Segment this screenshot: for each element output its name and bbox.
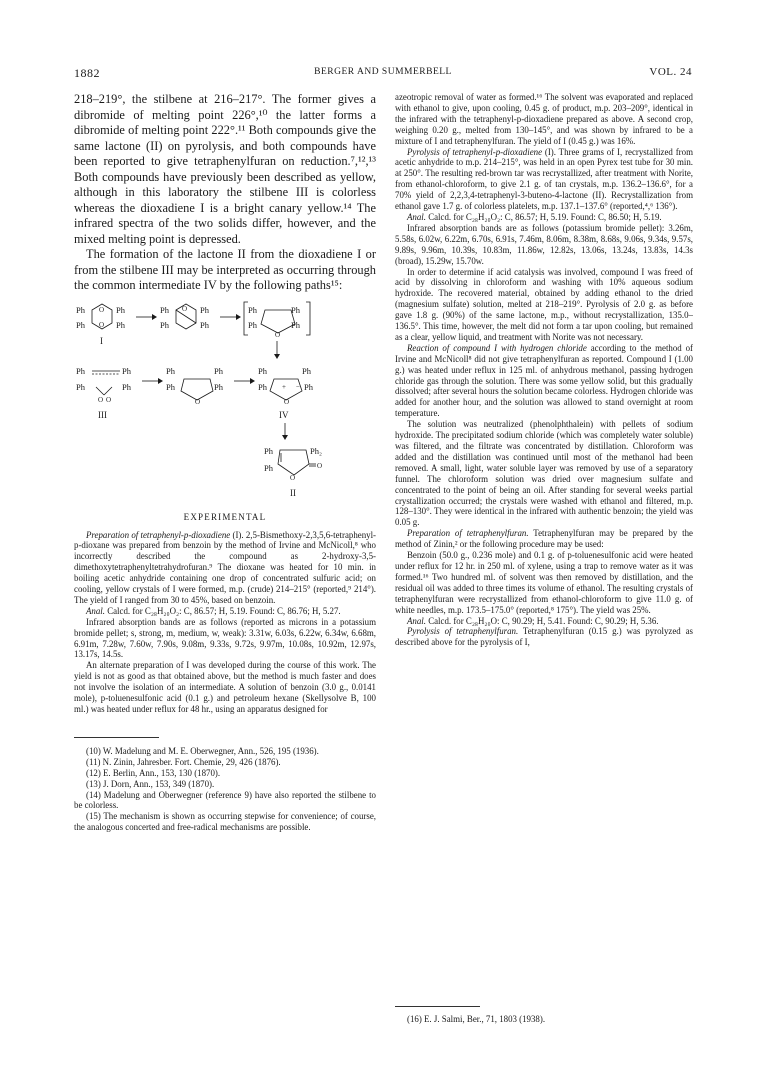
- section-heading-experimental: EXPERIMENTAL: [183, 511, 267, 522]
- footnote-16: (16) E. J. Salmi, Ber., 71, 1803 (1938).: [407, 1014, 546, 1024]
- footnote-11: (11) N. Zinin, Jahresber. Fort. Chemie, 29, 426 (1876).: [86, 756, 281, 767]
- arrow-head: [158, 378, 163, 384]
- epoxide-intermediate: [166, 366, 224, 406]
- o-label: O: [284, 397, 290, 406]
- ph2-label: Ph₂: [310, 445, 322, 456]
- anal-text: Calcd. for C₂₈H₂₀O₂: C, 86.57; H, 5.19. Found: C, 86.76; H, 5.27.: [104, 605, 341, 616]
- o-label: O: [195, 397, 201, 406]
- prep-I-text: (I). 2,5-Bismethoxy-2,3,5,6-tetraphenyl-p-dioxane was prepared from benzoin by the method of Irvine and McNicoll,⁸ who incorrectly described the compound as 2-hydroxy-3,5-dimethoxytetraphenyltetrahydrofuran.⁹ The dioxane was heated for 10 min. in boiling acetic anhydride containing one drop of concentrated sulfuric acid; on cooling, yellow crystals of I were formed, m.p. (crude) 214–215° (reported,⁹ 214°). The yield of I ranged from 30 to 45%, based on benzoin.: [74, 529, 376, 605]
- prep-I-title: Preparation of tetraphenyl-p-dioxadiene: [86, 529, 231, 540]
- ph-label: Ph: [248, 304, 257, 315]
- ph-label: Ph: [76, 365, 85, 376]
- ph-label: Ph: [304, 381, 313, 392]
- o-label: O: [182, 304, 188, 313]
- neutralization-paragraph: The solution was neutralized (phenolphthalein) with pellets of sodium hydroxide. The precipitated sodium chloride (which was completely water soluble) was filtered, and the filtrate was concentrated by distillation. Chloroform was added and the distillation was continued until most of the methanol had been removed. A small, light, water soluble layer was removed by use of a separatory funnel. The chloroform solution was dried over magnesium sulfate and concentrated to the point of being an oil. After standing for several weeks partial crystallization occurred; the crystals were washed with ethanol and filtered, m.p. 128–130°. They were identical in the infrared with authentic benzoin; the yield was 0.05 g.: [395, 419, 693, 528]
- label-I: I: [100, 335, 103, 346]
- footnote-10: (10) W. Madelung and M. E. Oberwegner, Ann., 526, 195 (1936).: [86, 745, 319, 756]
- ph-label: Ph: [116, 304, 125, 315]
- anal-2: [395, 212, 693, 223]
- prep-furan-text: Tetraphenylfuran may be prepared by the method of Zinin,² or the following procedure may be used:: [395, 528, 693, 550]
- reaction-scheme: [74, 299, 376, 504]
- compound-III: [76, 366, 132, 420]
- arrow-head: [152, 314, 157, 320]
- reaction-scheme-drawing: [74, 299, 376, 504]
- o-label: O: [99, 305, 105, 314]
- prep-I-paragraph: [74, 530, 376, 606]
- bond: [96, 387, 104, 395]
- plus-charge: +: [282, 382, 286, 391]
- left-column: [74, 92, 376, 833]
- volume-label: VOL. 24: [649, 66, 692, 78]
- label-II: II: [290, 487, 296, 498]
- prep-furan-title: Preparation of tetraphenylfuran.: [407, 528, 529, 539]
- anal-label: Anal.: [407, 211, 426, 222]
- compound-IV: [258, 366, 314, 420]
- pyrolysis-furan-text: Tetraphenylfuran (0.15 g.) was pyrolyzed as described above for the pyrolysis of I,: [395, 626, 693, 648]
- alternate-prep-paragraph: An alternate preparation of I was developed during the course of this work. The yield is not as good as that obtained above, but the method is much faster and does not involve the isolation of an intermediate. A solution of benzoin (3.0 g., 0.0141 mole), p-toluenesulfonic acid (0.1 g.) and petroleum hexane (Skellysolve B, 100 ml.) was heated under reflux for 48 hr., using an apparatus designed for: [74, 660, 376, 714]
- hcl-reaction-text: according to the method of Irvine and McNicoll⁸ did not give tetraphenylfuran as reported. Compound I (1.00 g.) was heated under reflux in 125 ml. of anhydrous methanol, passing hydrogen chloride gas through the solution. There was some yellow solid, but this gradually dissolved; after several hours the solution became colorless. Hydrogen chloride was added for another hour, and the solution was allowed to stand overnight at room temperature.: [395, 342, 694, 419]
- right-column: [395, 92, 693, 648]
- ph-label: Ph: [258, 365, 267, 376]
- running-head: BERGER AND SUMMERBELL: [314, 67, 452, 77]
- intro-paragraph-1: 218–219°, the stilbene at 216–217°. The former gives a dibromide of melting point 226°,¹⁰ the latter forms a dibromide of melting point 222°.¹¹ Both compounds give the same lactone (II) on pyrolysis, and both compounds have been reported to give tetraphenylfuran on reduction.⁷,¹²,¹³ Both compounds have previously been described as yellow, although in this laboratory the stilbene III is colorless whereas the dioxadiene I is a bright canary yellow.¹⁴ The infrared spectra of the two solids differ, however, and the mixed melting point is depressed.: [74, 92, 376, 246]
- o-label: O: [98, 395, 104, 404]
- ph-label: Ph: [200, 319, 209, 330]
- label-III: III: [98, 409, 107, 420]
- benzoin-paragraph: Benzoin (50.0 g., 0.236 mole) and 0.1 g. of p-toluenesulfonic acid were heated under reflux for 12 hr. in 250 ml. of xylene, using a trap to remove water as it was formed.¹⁶ Two hundred ml. of solvent was then removed by distillation, and the residual oil was added to three times its volume of ethanol. The resulting crystals of tetraphenylfuran were recrystallized from ethanol-chloroform to give 11.0 g. of white needles, m.p. 173.5–175.0° (reported,⁸ 175°). The yield was 25%.: [395, 550, 693, 615]
- intro-paragraph-2: The formation of the lactone II from the dioxadiene I or from the stilbene III may be interpreted as occurring through the common intermediate IV by the following paths¹⁵:: [74, 247, 376, 292]
- ph-label: Ph: [258, 381, 267, 392]
- acid-catalysis-paragraph: In order to determine if acid catalysis was involved, compound I was freed of acid by dissolving in chloroform and washing with 10% aqueous sodium hydroxide. The recovered material, obtained by adding ethanol to the dried (magnesium sulfate) solution, melted at 218–219°. Pyrolysis of 2.0 g. as before gave 1.8 g. (90%) of the same lactone, m.p., without recrystallization, 135.0–136.5°. This time, however, the melt did not form a tar upon cooling, but remained as a clear, yellow liquid, and treatment with Norite was not necessary.: [395, 266, 693, 342]
- continued-paragraph: azeotropic removal of water as formed.¹⁶ The solvent was evaporated and replaced with ethanol to give, upon cooling, 0.45 g. of product, m.p. 203–209°, identical in the infrared with the tetraphenyl-p-dioxadiene prepared as above. A second crop, weighing 0.20 g., melted from 130–145°, and was shown by infrared to be a mixture of I and tetraphenylfuran. The yield of I (0.45 g.) was 16%.: [395, 92, 693, 146]
- pyrolysis-I-text: (I). Three grams of I, recrystallized from acetic anhydride to m.p. 214–215°, was held in an open Pyrex test tube for 30 min. at 250°. The resulting red-brown tar was recrystallized, after treatment with Norite, from ethanol-chloroform, to give 2.1 g. of tan crystals, m.p. 136.2–136.6°, for a 70% yield of 2,2,3,4-tetraphenyl-3-buteno-4-lactone (II). Recrystallization from ethanol gave 1.7 g. of colorless platelets, m.p. 137.1–137.6° (reported,⁴,⁶ 136°).: [395, 146, 693, 212]
- ph-label: Ph: [166, 381, 175, 392]
- pyrolysis-furan-title: Pyrolysis of tetraphenylfuran.: [407, 626, 519, 637]
- ph-label: Ph: [291, 319, 300, 330]
- footnote-15: (15) The mechanism is shown as occurring stepwise for convenience; of course, the analogous concerted and free-radical mechanisms are possible.: [74, 811, 376, 833]
- o-label: O: [106, 395, 112, 404]
- bracket-right: [306, 302, 310, 335]
- ph-label: Ph: [76, 304, 85, 315]
- anal-1: [74, 606, 376, 617]
- o-label: O: [99, 320, 105, 329]
- arrow-head: [274, 354, 280, 359]
- bond: [104, 387, 112, 395]
- ir-bands-1: Infrared absorption bands are as follows (reported as microns in a potassium bromide pellet; s, strong, m, medium, w, weak): 3.31w, 6.03s, 6.22w, 6.34w, 6.68m, 6.91m, 7.28w, 7.60w, 7.90s, 9.08m, 9.33s, 9.72s, 9.97m, 10.08s, 10.92m, 12.97s, 13.17s, 14.5s.: [74, 616, 376, 660]
- o-label: O: [275, 330, 281, 339]
- hcl-reaction-title: Reaction of compound I with hydrogen chloride: [407, 342, 587, 353]
- ph-label: Ph: [200, 304, 209, 315]
- anal-label: Anal.: [407, 615, 426, 626]
- minus-charge: −: [296, 382, 300, 391]
- pyrolysis-I-title: Pyrolysis of tetraphenyl-p-dioxadiene: [407, 146, 543, 157]
- o-label: O: [290, 473, 296, 482]
- bracketed-intermediate: [244, 302, 310, 339]
- pyrolysis-I-paragraph: [395, 147, 693, 212]
- o-label: O: [317, 461, 323, 470]
- five-ring: [261, 310, 295, 333]
- ph-label: Ph: [160, 319, 169, 330]
- anal-text: Calcd. for C₂₈H₂₀O: C, 90.29; H, 5.41. Found: C, 90.29; H, 5.36.: [425, 615, 659, 626]
- arrow-head: [282, 435, 288, 440]
- hcl-reaction-paragraph: [395, 343, 693, 419]
- page-header: [74, 66, 692, 84]
- ph-label: Ph: [264, 445, 273, 456]
- label-IV: IV: [279, 409, 289, 420]
- ir-bands-2: Infrared absorption bands are as follows (potassium bromide pellet): 3.26m, 5.58s, 6.02w, 6.22m, 6.70s, 6.91s, 7.46m, 8.06m, 8.38m, 8.68s, 9.06s, 9.34s, 9.57s, 9.89s, 9.96m, 10.39s, 10.83m, 11.86w, 12.82s, 13.06s, 13.24s, 13.83s, 14.3s (broad), 15.29w, 15.70w.: [395, 222, 693, 266]
- ph-label: Ph: [214, 381, 223, 392]
- footnote-14: (14) Madelung and Oberwegner (reference 9) have also reported the stilbene to be colorless.: [74, 789, 376, 811]
- footnote-12: (12) E. Berlin, Ann., 153, 130 (1870).: [86, 767, 221, 778]
- lactone-ring: [278, 450, 309, 475]
- footnote-13: (13) J. Dorn, Ann., 153, 349 (1870).: [86, 778, 215, 789]
- bicyclic-intermediate: [160, 304, 210, 330]
- ph-label: Ph: [122, 365, 131, 376]
- anal-3: [395, 616, 693, 627]
- ph-label: Ph: [116, 319, 125, 330]
- ph-label: Ph: [302, 365, 311, 376]
- footnote-rule: [74, 737, 159, 738]
- arrow-head: [236, 314, 241, 320]
- ph-label: Ph: [76, 381, 85, 392]
- ph-label: Ph: [160, 304, 169, 315]
- anal-label: Anal.: [86, 605, 105, 616]
- ph-label: Ph: [122, 381, 131, 392]
- ph-label: Ph: [166, 365, 175, 376]
- ph-label: Ph: [76, 319, 85, 330]
- prep-furan-paragraph: [395, 528, 693, 550]
- arrow-head: [250, 378, 255, 384]
- ph-label: Ph: [248, 319, 257, 330]
- compound-II: [264, 446, 322, 498]
- five-ring: [181, 379, 213, 400]
- ph-label: Ph: [291, 304, 300, 315]
- ph-label: Ph: [264, 462, 273, 473]
- compound-I: [76, 304, 126, 346]
- page-number: 1882: [74, 66, 100, 80]
- footnote-rule-right: [395, 1006, 480, 1007]
- anal-text: Calcd. for C₂₈H₂₀O₂: C, 86.57; H, 5.19. Found: C, 86.50; H, 5.19.: [425, 211, 662, 222]
- ph-label: Ph: [214, 365, 223, 376]
- pyrolysis-furan-paragraph: [395, 626, 693, 648]
